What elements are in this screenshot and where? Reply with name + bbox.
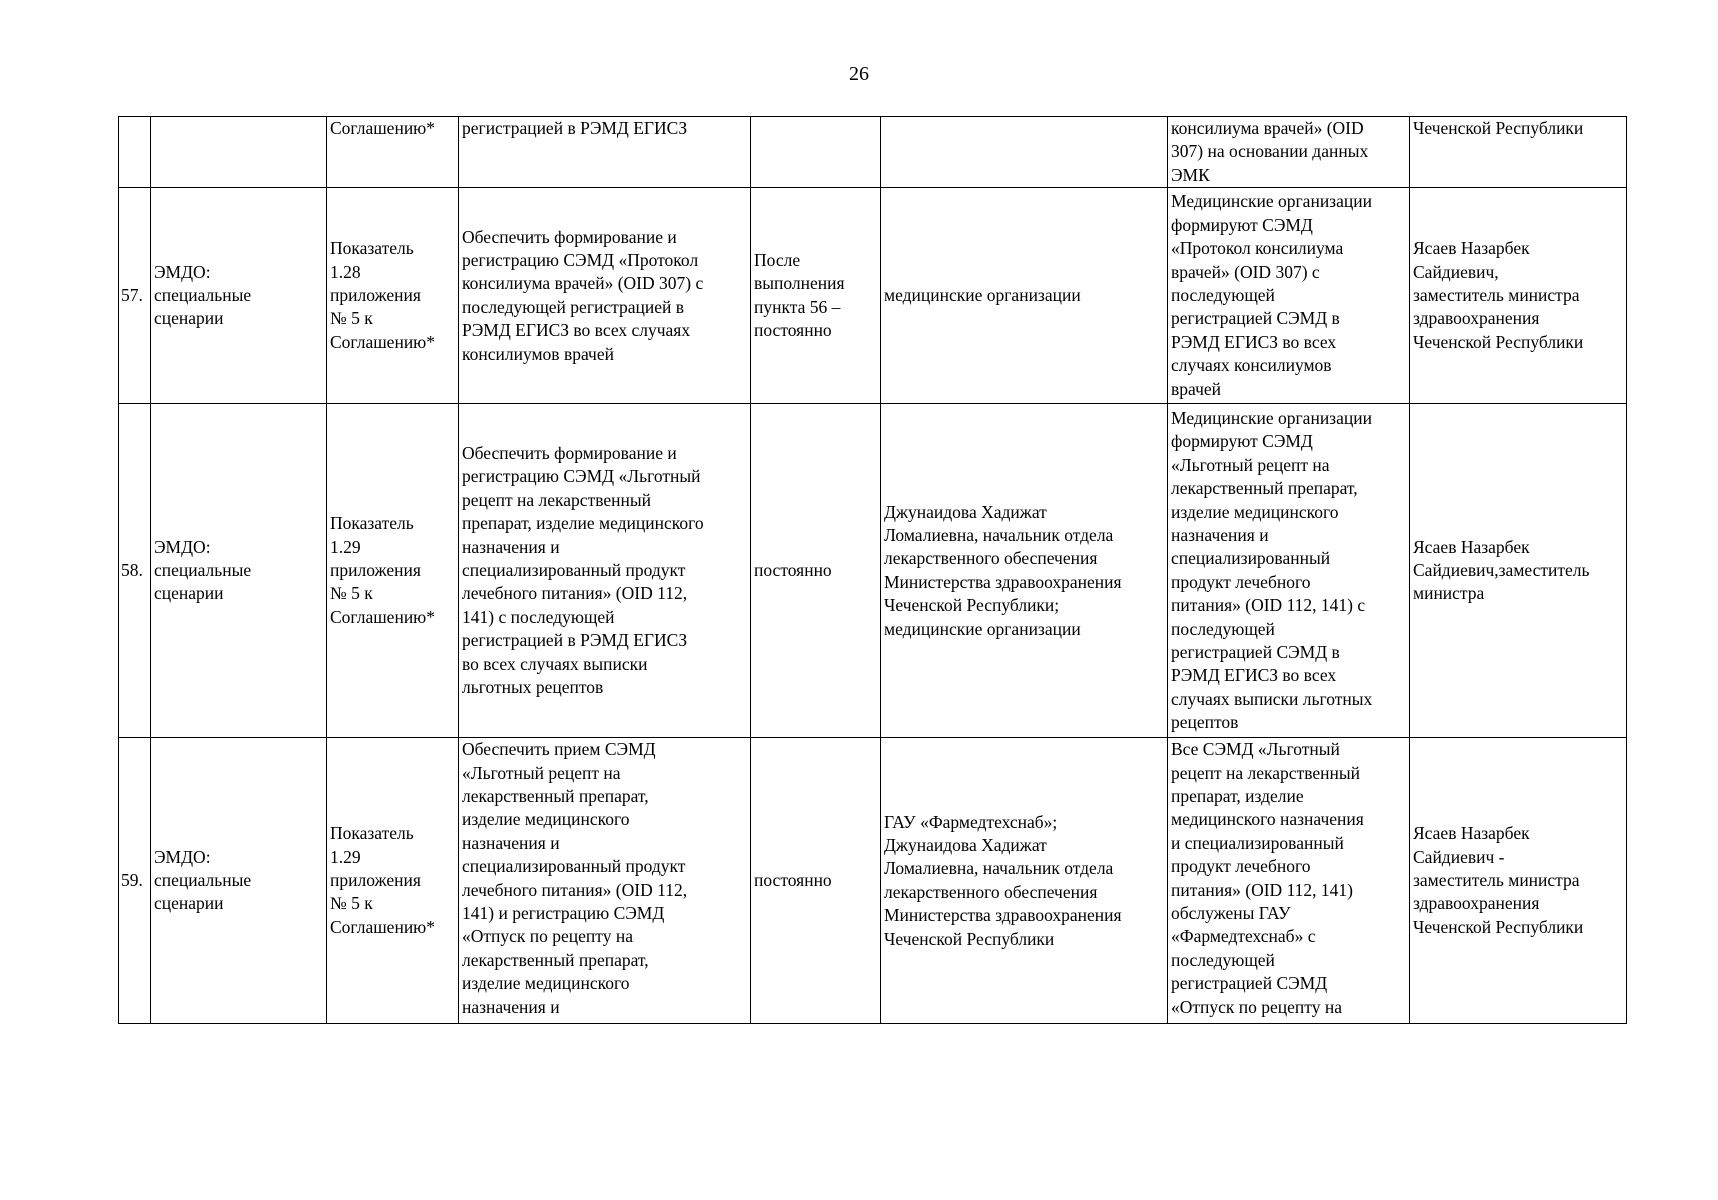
cell-line: регистрацией СЭМД в [1171,308,1340,329]
cell-line: 307) на основании данных [1171,141,1369,162]
cell-line: лекарственный препарат, [462,786,649,807]
cell-line: регистрацию СЭМД «Льготный [462,466,701,487]
row-number: 57. [119,188,151,404]
cell-line: «Отпуск по рецепту на [1171,996,1342,1017]
cell-line: сценарии [154,583,224,604]
cell-line: Показатель [330,513,414,534]
cell-line: пункта 56 – [754,296,841,317]
deadline-cell [751,738,881,1024]
cell-line: «Фармедтехснаб» с [1171,926,1316,947]
cell-line: продукт лечебного [1171,571,1311,592]
cell-line: выполнения [754,273,845,294]
cell-line: изделие медицинского [462,973,630,994]
cell-line: заместитель министра [1413,285,1580,306]
cell-line: После [754,249,801,270]
task-cell [459,404,751,738]
cell-line: 1.29 [330,846,361,867]
cell-line: здравоохранения [1413,893,1540,914]
cell-line: Медицинские организации [1171,191,1372,212]
result-cell [1168,738,1410,1024]
cell-line: рецепт на лекарственный [462,489,651,510]
cell-line: назначения и [462,996,560,1017]
cell-line: Все СЭМД «Льготный [1171,739,1340,760]
cell-line: 141) с последующей [462,606,615,627]
cell-line: № 5 к [330,583,373,604]
cell-line: ГАУ «Фармедтехснаб»; [884,811,1058,832]
cell-line: постоянно [754,560,832,581]
indicator-cell [327,188,459,404]
cell-line: назначения и [462,832,560,853]
cell-line: приложения [330,285,421,306]
cell-line: Ясаев Назарбек [1413,536,1530,557]
row-number: 58. [119,404,151,738]
cell-line: лекарственного обеспечения [884,548,1098,569]
cell-line: консилиума врачей» (OID 307) с [462,273,704,294]
indicator-cell [327,117,459,188]
cell-line: Сайдиевич - [1413,846,1505,867]
cell-line: здравоохранения [1413,308,1540,329]
plan-table [118,116,1627,1024]
cell-line: регистрацией в РЭМД ЕГИСЗ [462,630,688,651]
cell-line: лечебного питания» (OID 112, [462,879,688,900]
cell-line: последующей [1171,618,1275,639]
cell-line: ЭМДО: [154,536,211,557]
cell-line: Сайдиевич, [1413,261,1499,282]
cell-line: медицинского назначения [1171,809,1364,830]
cell-line: лекарственный препарат, [462,949,649,970]
cell-line: РЭМД ЕГИСЗ во всех [1171,331,1337,352]
task-cell [459,117,751,188]
cell-line: последующей [1171,949,1275,970]
cell-line: специализированный [1171,548,1331,569]
deadline-cell [751,188,881,404]
cell-line: последующей регистрацией в [462,296,685,317]
responsible-cell [881,404,1168,738]
cell-line: Соглашению* [330,331,436,352]
cell-line: формируют СЭМД [1171,431,1313,452]
cell-line: Показатель [330,238,414,259]
cell-line: продукт лечебного [1171,856,1311,877]
cell-line: 1.28 [330,261,361,282]
cell-line: специализированный продукт [462,856,686,877]
cell-line: № 5 к [330,893,373,914]
cell-line: Министерства здравоохранения [884,905,1122,926]
cell-line: № 5 к [330,308,373,329]
cell-line: приложения [330,870,421,891]
cell-line: Показатель [330,823,414,844]
cell-line: Сайдиевич,заместитель [1413,560,1590,581]
cell-line: Министерства здравоохранения [884,571,1122,592]
cell-line: рецептов [1171,712,1239,733]
cell-line: сценарии [154,893,224,914]
cell-line: Чеченской Республики [1413,118,1584,138]
cell-line: препарат, изделие медицинского [462,513,704,534]
direction-cell [151,404,327,738]
cell-line: Соглашению* [330,606,436,627]
cell-line: врачей [1171,378,1222,399]
cell-line: консилиума врачей» (OID [1171,118,1364,138]
cell-line: Обеспечить формирование и [462,226,677,247]
cell-line: РЭМД ЕГИСЗ во всех случаях [462,320,691,341]
indicator-cell [327,738,459,1024]
direction-cell [151,738,327,1024]
cell-line: сценарии [154,308,224,329]
cell-line: ЭМК [1171,164,1210,185]
cell-line: регистрацией в РЭМД ЕГИСЗ [462,118,688,138]
cell-line: РЭМД ЕГИСЗ во всех [1171,665,1337,686]
cell-line: «Протокол консилиума [1171,238,1344,259]
cell-line: Обеспечить формирование и [462,442,677,463]
cell-line: «Льготный рецепт на [1171,454,1330,475]
cell-line: приложения [330,560,421,581]
cell-line: регистрацией СЭМД [1171,973,1328,994]
cell-line: случаях выписки льготных [1171,688,1373,709]
table-row [119,404,1627,738]
task-cell [459,738,751,1024]
table-row [119,188,1627,404]
cell-line: изделие медицинского [1171,501,1339,522]
responsible-cell [881,738,1168,1024]
cell-line: Обеспечить прием СЭМД [462,739,656,760]
cell-line: постоянно [754,320,832,341]
cell-line: во всех случаях выписки [462,653,648,674]
cell-line: последующей [1171,285,1275,306]
cell-line: изделие медицинского [462,809,630,830]
curator-cell [1410,404,1627,738]
cell-line: назначения и [1171,524,1269,545]
row-number [119,117,151,188]
result-cell [1168,188,1410,404]
cell-line: регистрацию СЭМД «Протокол [462,249,699,270]
cell-line: Соглашению* [330,916,436,937]
cell-line: Соглашению* [330,118,436,138]
cell-line: «Отпуск по рецепту на [462,926,633,947]
cell-line: питания» (OID 112, 141) [1171,879,1353,900]
cell-line: Ясаев Назарбек [1413,238,1530,259]
cell-line: Чеченской Республики; [884,595,1060,616]
cell-line: Чеченской Республики [1413,916,1584,937]
cell-line: ЭМДО: [154,846,211,867]
cell-line: случаях консилиумов [1171,355,1332,376]
result-cell [1168,117,1410,188]
cell-line: лекарственного обеспечения [884,881,1098,902]
cell-line: специализированный продукт [462,560,686,581]
cell-line: медицинские организации [884,618,1081,639]
indicator-cell [327,404,459,738]
table-row [119,738,1627,1024]
cell-line: Ломалиевна, начальник отдела [884,858,1114,879]
cell-line: Чеченской Республики [1413,331,1584,352]
cell-line: постоянно [754,870,832,891]
cell-line: Ясаев Назарбек [1413,823,1530,844]
row-number: 59. [119,738,151,1024]
direction-cell [151,188,327,404]
cell-line: Медицинские организации [1171,407,1372,428]
direction-cell [151,117,327,188]
cell-line: «Льготный рецепт на [462,762,621,783]
cell-line: препарат, изделие [1171,786,1304,807]
cell-line: Джунаидова Хадижат [884,834,1047,855]
cell-line: рецепт на лекарственный [1171,762,1360,783]
cell-line: питания» (OID 112, 141) с [1171,595,1366,616]
cell-line: Чеченской Республики [884,928,1055,949]
cell-line: ЭМДО: [154,261,211,282]
cell-line: врачей» (OID 307) с [1171,261,1320,282]
cell-line: специальные [154,560,252,581]
cell-line: заместитель министра [1413,870,1580,891]
cell-line: Ломалиевна, начальник отдела [884,524,1114,545]
cell-line: специальные [154,870,252,891]
result-cell [1168,404,1410,738]
table-row [119,117,1627,188]
curator-cell [1410,188,1627,404]
deadline-cell [751,117,881,188]
cell-line: лекарственный препарат, [1171,478,1358,499]
cell-line: и специализированный [1171,832,1344,853]
responsible-cell [881,188,1168,404]
cell-line: регистрацией СЭМД в [1171,641,1340,662]
cell-line: консилиумов врачей [462,343,614,364]
cell-line: министра [1413,583,1485,604]
cell-line: льготных рецептов [462,677,604,698]
cell-line: формируют СЭМД [1171,214,1313,235]
cell-line: обслужены ГАУ [1171,903,1291,924]
curator-cell [1410,738,1627,1024]
cell-line: медицинские организации [884,285,1081,306]
deadline-cell [751,404,881,738]
cell-line: специальные [154,285,252,306]
cell-line: Джунаидова Хадижат [884,501,1047,522]
cell-line: лечебного питания» (OID 112, [462,583,688,604]
responsible-cell [881,117,1168,188]
task-cell [459,188,751,404]
curator-cell [1410,117,1627,188]
cell-line: 141) и регистрацию СЭМД [462,903,665,924]
cell-line: назначения и [462,536,560,557]
page-number: 26 [849,63,869,85]
cell-line: 1.29 [330,536,361,557]
